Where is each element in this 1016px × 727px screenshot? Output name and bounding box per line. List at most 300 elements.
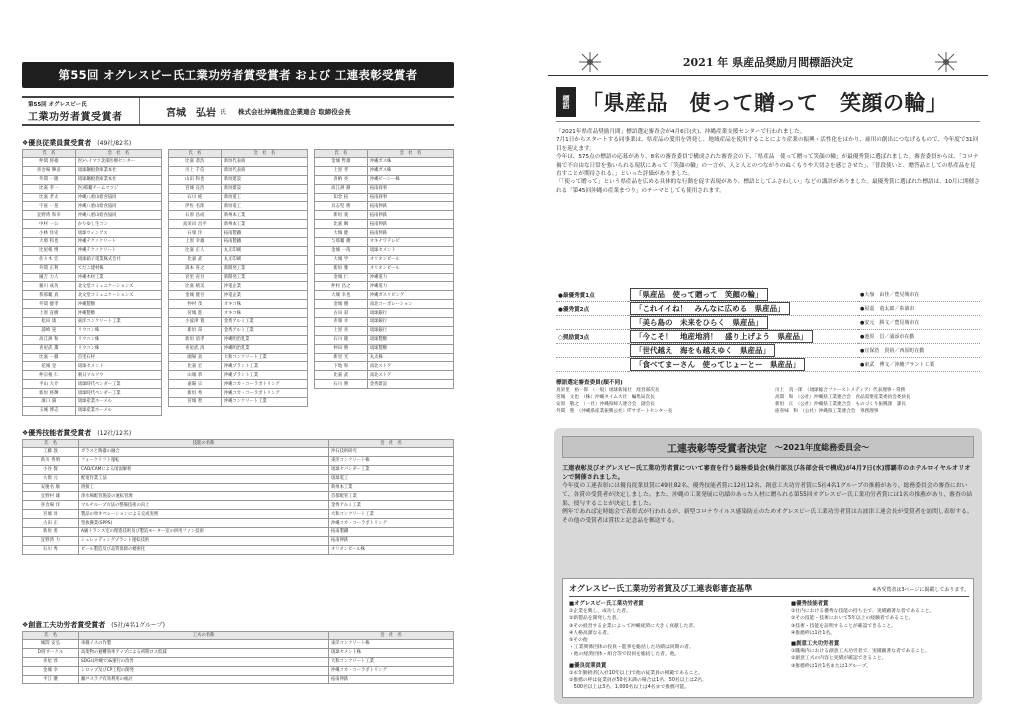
value-cell: 琉球セパンダー工業 — [329, 465, 454, 474]
name-cell: 上原 直樹 — [23, 309, 76, 318]
value-cell: 東洋コンクリート工業 — [75, 318, 161, 327]
value-cell: 新垣建設 — [221, 175, 307, 184]
table-row — [315, 326, 454, 335]
value-cell: 琉球銀行 — [367, 318, 453, 327]
value-cell: 新州本工業 — [221, 220, 307, 229]
name-cell: 金城 一哉 — [315, 246, 368, 255]
name-cell: 真栄田 昌平 — [169, 220, 222, 229]
award-company: 株式会社沖縄物産企業連合 取締役会長 — [238, 107, 351, 116]
table-header-cell: 氏 名 — [23, 150, 76, 158]
value-cell: 拓南商事 — [367, 184, 453, 193]
prize-work-cell — [628, 344, 858, 358]
name-cell: 外間 健孝 — [23, 300, 76, 309]
prize-work-cell — [628, 330, 858, 344]
value-cell: 沖縄木材工業 — [75, 273, 161, 282]
table-row — [169, 398, 308, 407]
value-cell: 拓南伸鉄 — [367, 211, 453, 220]
criteria-item: ①職場内における創意工夫功労者で、実績顕著な者であること。 — [791, 649, 930, 655]
value-cell: 沖縄明治乳業 — [221, 344, 307, 353]
prize-author: ●宜保浩 貴裕／西原町在勤 — [858, 344, 980, 358]
name-cell: 川上 千信 — [169, 166, 222, 175]
table-row — [169, 184, 308, 193]
slogan-row — [556, 82, 980, 122]
value-cell: 金秀アルミ工業 — [221, 318, 307, 327]
criteria-item: ②推薦の枠は従業員が50名未満の場合は1名、50名以上は2名、 — [569, 678, 707, 684]
name-cell: 知念 拓 — [315, 193, 368, 202]
value-cell: 沖縄八重山給食協同 — [75, 202, 161, 211]
section-heading-text: ❖創意工夫功労者賞受賞者 — [22, 621, 106, 629]
name-cell: 上原 孝 — [315, 166, 368, 175]
table-row — [169, 273, 308, 282]
table-row — [169, 255, 308, 264]
intro-line: 今年は、575点の標語の応募があり、8名の審査委員で構成された審査会の下、「県産品 使って贈って笑顔の輪」が最優秀賞に選ばれました。審査委員からは、「コロナ禍で不自由な日常を強いられる現状にあって「笑顔の輪」の一言が、人と人とのつながりのぬくもりや大切さを感じさせた」、「普段使いと、贈答品としての県産品を見直すことが期待される。」といった評価がありました。 — [556, 154, 979, 178]
value-cell: 型抜操業(SPPS) — [79, 519, 329, 528]
award-honorific: 氏 — [220, 108, 227, 116]
name-cell: 嘉陽 宗 — [169, 380, 222, 389]
judge-entry: 高間 和 （公社）沖縄県工業連合会 食品需要産業委員会委員長 — [775, 395, 911, 400]
name-cell: 上原 幸雄 — [169, 238, 222, 247]
table-row — [23, 318, 162, 327]
name-cell: 大嶺 和也 — [23, 238, 76, 247]
judge-entry: 真栄里 裕一郎 （一般）琉球新報社 経営部次長 — [556, 388, 660, 393]
name-cell: 小谷 賢 — [23, 465, 79, 474]
value-cell: 沖縄コカ・コーラボトリング — [329, 666, 454, 675]
value-cell: 配電作業工法 — [79, 474, 329, 483]
value-cell: 琉球セメント株 — [329, 648, 454, 657]
prize-row — [556, 330, 980, 344]
criteria-item: ①社内における優秀な技能の持ち主で、実績顕著な者であること。 — [791, 609, 935, 615]
prize-work: 「今こそ！ 地産地消！ 盛り上げよう 県産品」 — [630, 330, 813, 343]
table-row — [169, 362, 308, 371]
table-row — [23, 519, 454, 528]
value-cell: 琉球銀行 — [367, 326, 453, 335]
value-cell: 医)那覇チームツツジ — [75, 184, 161, 193]
name-cell: 比嘉 一徹 — [23, 353, 76, 362]
value-cell: 拓南伸鉄 — [367, 220, 453, 229]
table-row — [23, 300, 162, 309]
table-row — [23, 536, 454, 545]
name-cell: 宜野湾 力 — [23, 536, 79, 545]
table-row — [169, 389, 308, 398]
table-row — [23, 528, 454, 537]
name-cell: 仲村 茂 — [169, 300, 222, 309]
name-cell: 具志堅 勝 — [315, 202, 368, 211]
value-cell: 大和コンクリート工業 — [221, 353, 307, 362]
section-excellent-employees-heading — [22, 138, 131, 148]
name-cell: 宮城 良治 — [169, 184, 222, 193]
name-cell: 新垣 昂 — [169, 326, 222, 335]
value-cell: 沖縄コカ・コーラボトリング — [221, 380, 307, 389]
prize-author: ●大嶺 由佳／豊見城市在 — [858, 288, 980, 302]
name-cell: 伊佐 名郎 — [169, 202, 222, 211]
prize-label: ○奨励賞3点 — [556, 330, 628, 344]
value-cell: オリオンビール — [367, 264, 453, 273]
name-cell: 比嘉 瞬 — [315, 220, 368, 229]
table-header-cell: 工夫の名称 — [79, 632, 329, 640]
value-cell: 高架物の避難効率アップによる初期ロス低減 — [79, 648, 329, 657]
name-cell: 工藤 敦 — [23, 448, 79, 457]
criteria-item: ④推薦枠は1社1名。 — [791, 630, 835, 636]
decision-paragraph: 例年であれば定時総会で表彰式が行われるが、新型コロナウイルス感染防止のためオグレスビー氏工業功労者賞は古波津工連会長が受賞者を訪問し表彰する。その他の受賞者は賞状と記念品を郵送する。 — [562, 509, 973, 524]
value-cell: オリオンビール株 — [329, 545, 454, 554]
name-cell: 与那覇 優 — [315, 238, 368, 247]
criteria-heading: ■創意工夫功労者賞 — [791, 641, 840, 648]
value-cell: 首都配管工業 — [329, 492, 454, 501]
name-cell: 大城 学 — [315, 255, 368, 264]
prize-row — [556, 302, 980, 316]
right-page — [548, 48, 988, 708]
value-cell: 沖縄明治乳業 — [221, 335, 307, 344]
name-cell: 比嘉 正人 — [169, 246, 222, 255]
table-row — [169, 318, 308, 327]
value-cell: 沖縄製糖 — [75, 309, 161, 318]
prize-work-cell — [628, 302, 858, 316]
name-cell: 小波津 寛 — [169, 318, 222, 327]
prize-row — [556, 358, 980, 372]
value-cell: 新垣電工 — [221, 202, 307, 211]
value-cell: 沖縄ガス株 — [367, 166, 453, 175]
criteria-item: ・他の経済団体・組合等で役員を総括した者。他。 — [569, 652, 680, 658]
table-row — [23, 666, 454, 675]
value-cell: マルチループ方法の整備技術の向上 — [79, 501, 329, 510]
name-cell: 濱口 満 — [23, 398, 76, 407]
table-header-cell: 会 社 名 — [329, 440, 454, 448]
table-row — [315, 291, 454, 300]
table-row — [23, 309, 162, 318]
value-cell: かりゆし生コン — [75, 220, 161, 229]
prize-author: ●池原 昌／浦添市在勤 — [858, 330, 980, 344]
name-cell: 宮城 智 — [169, 398, 222, 407]
table-row — [315, 309, 454, 318]
prize-label — [556, 358, 628, 372]
value-cell: 南北ストア — [367, 362, 453, 371]
value-cell: 琉球鋼板倉庫業本社 — [75, 175, 161, 184]
award-decision-header — [562, 436, 974, 458]
table-row — [169, 193, 308, 202]
name-cell: 外間 正利 — [23, 264, 76, 273]
name-cell: 高江洲 和 — [23, 335, 76, 344]
table-row — [23, 353, 162, 362]
criteria-item: ③その経営する企業によって沖縄経済に大きく貢献した者。 — [569, 623, 699, 629]
value-cell: 拓南伸鉄 — [329, 675, 454, 684]
section-heading-text: ❖優秀技能者賞受賞者 — [22, 429, 92, 437]
value-cell: 琉球製糖 — [367, 344, 453, 353]
name-cell: 我那覇 真 — [23, 291, 76, 300]
value-cell: シロップ及びCP工程の開発 — [79, 666, 329, 675]
value-cell: 製品の単オペレーションによる完成実務 — [79, 510, 329, 519]
table-row — [315, 229, 454, 238]
table-row — [315, 300, 454, 309]
value-cell: 丸太株 — [367, 353, 453, 362]
name-cell: 中村 一公 — [23, 220, 76, 229]
name-cell: 金城 健吾 — [169, 291, 222, 300]
table-row — [23, 326, 162, 335]
name-cell: 石川 隆 — [315, 335, 368, 344]
table-row — [315, 255, 454, 264]
value-cell: 沖縄八重山給食協同 — [75, 211, 161, 220]
name-cell: 金城 哲雄 — [315, 158, 368, 167]
table-row — [315, 166, 454, 175]
right-header — [548, 48, 988, 76]
prize-work: 「美ら島の 未来をひらく 県産品」 — [630, 316, 768, 329]
value-cell: 琉球セメント — [75, 362, 161, 371]
value-cell: 琉球セメント — [367, 246, 453, 255]
value-cell: 琉球鋼板倉庫業本社 — [75, 166, 161, 175]
table-row — [23, 291, 162, 300]
prize-table — [556, 288, 980, 372]
name-cell: 仲間 将徳 — [23, 158, 76, 167]
value-cell: オリオンビール — [367, 255, 453, 264]
prize-author: ●東武 博文／沖縄プラント工業 — [858, 358, 980, 372]
value-cell: 沖縄プラント工業 — [221, 362, 307, 371]
prize-row — [556, 316, 980, 330]
name-cell: 喜屋 淳 — [23, 657, 79, 666]
intro-line: 「「使って贈って」という県産品を広める具体的な行動を促す表現があり、標語としてふさわしい」などの講評がありました。最優秀賞に選ばれた標語は、10月に開催される「第45回沖縄の産業まつり」のテーマとしても使用されます。 — [556, 179, 980, 194]
table-row — [169, 344, 308, 353]
decision-title: 工連表彰等受賞者決定 — [666, 443, 767, 455]
value-cell: 沖電企業 — [221, 282, 307, 291]
prize-label: ●最優秀賞1点 — [556, 288, 628, 302]
prize-work: 「食べてまーさん 使ってじょーとー 県産品」 — [630, 358, 805, 371]
table-row — [315, 202, 454, 211]
value-cell: リウコン株 — [75, 344, 161, 353]
value-cell: 拓南商事 — [367, 193, 453, 202]
table-row — [23, 398, 162, 407]
section-count: (12社/12名) — [97, 430, 132, 437]
table-row — [23, 282, 162, 291]
judge-entry: 座喜味 和 （公社）沖縄県工業連合会 専務理事 — [775, 409, 879, 414]
judge-entry: 宮城 文也 （株）沖縄タイムス社 編集局次長 — [556, 395, 655, 400]
table-row — [169, 335, 308, 344]
section-innovation-heading — [22, 620, 165, 630]
value-cell: 東洋コンクリート株 — [329, 640, 454, 649]
value-cell: リウコン株 — [75, 335, 161, 344]
table-row — [23, 474, 454, 483]
table-header-cell: 氏 名 — [23, 632, 79, 640]
name-cell: 比嘉 武 — [169, 255, 222, 264]
table-row — [169, 282, 308, 291]
decision-subtitle: ～2021年度総務委員会～ — [774, 442, 870, 452]
table-row — [315, 335, 454, 344]
table-row — [315, 273, 454, 282]
name-cell: 喜納 亮 — [315, 175, 368, 184]
value-cell: 沖縄八重山給食協同 — [75, 193, 161, 202]
slogan-text: 「県産品 使って贈って 笑顔の輪」 — [582, 89, 948, 115]
table-row — [23, 175, 162, 184]
table-row — [23, 448, 454, 457]
table-row — [169, 264, 308, 273]
table-row — [315, 380, 454, 389]
judge-entry: 新垣 正 （公社）沖縄県工業連合会 ものづくり振興課 課長 — [775, 402, 906, 407]
name-cell: 親川 成功 — [23, 282, 76, 291]
table-row — [169, 246, 308, 255]
name-cell: 比嘉 孝太 — [23, 193, 76, 202]
name-cell: 新里 光 — [315, 353, 368, 362]
value-cell: 沖縄コンクリート工業 — [221, 398, 307, 407]
table-row — [169, 202, 308, 211]
name-cell: 外間 一隆 — [23, 175, 76, 184]
table-row — [315, 362, 454, 371]
value-cell: SDGs(沖縄で)&運行の改善 — [79, 657, 329, 666]
table-row — [23, 158, 162, 167]
value-cell: ビール製造及び品質保障の精密化 — [79, 545, 329, 554]
value-cell: 車載イスの作製 — [79, 640, 329, 649]
value-cell: 沖縄電力 — [367, 282, 453, 291]
criteria-item: ②その技能・技術において5年以上の経験者であること。 — [791, 616, 914, 622]
criteria-item: ②創意工夫の内容と実績が確認できること。 — [791, 656, 887, 662]
judge-entry: 外間 聖 （沖縄県産業振興公社）ITサポートセンター長 — [556, 409, 673, 414]
table-row — [315, 211, 454, 220]
value-cell: てだこ建材株 — [75, 264, 161, 273]
section-heading-text: ❖優良従業員賞受賞者 — [22, 139, 92, 147]
table-row — [169, 166, 308, 175]
award-recipient: 宮城 弘岩 — [166, 107, 216, 119]
name-cell: 高江洲 徹 — [315, 184, 368, 193]
value-cell: 沖縄テクノクリート — [75, 238, 161, 247]
name-cell: 山田 和也 — [169, 175, 222, 184]
name-cell: 仲田 勝 — [315, 344, 368, 353]
name-cell: 喜舎場 洋 — [23, 501, 79, 510]
value-cell: 琉球ウィングス — [75, 229, 161, 238]
value-cell: 琉球製糖 — [367, 335, 453, 344]
table-row — [169, 229, 308, 238]
value-cell: 金秀建設 — [367, 380, 453, 389]
intro-paragraph — [556, 128, 980, 195]
value-cell: シュレッディングプラント運転技術 — [79, 536, 329, 545]
value-cell: 浄水場配管施設の運転管理 — [79, 492, 329, 501]
value-cell: 新開発工業 — [221, 264, 307, 273]
value-cell: リウコン株 — [75, 326, 161, 335]
value-cell: A級トランス室の理進技術及び製造モーター室の併用ファン技術 — [79, 528, 329, 537]
criteria-item: ・工業関係団体の役員・監事を総括した功績は同期の者。 — [569, 645, 694, 651]
section-skilled-workers-heading — [22, 428, 131, 438]
name-cell: 比嘉 晴美 — [169, 282, 222, 291]
value-cell: 医)ヘイマツ北部医療センター — [75, 158, 161, 167]
table-row — [23, 193, 162, 202]
prize-label — [556, 344, 628, 358]
value-cell: 新州本工業 — [221, 211, 307, 220]
prize-work-cell — [628, 288, 858, 302]
table-row — [23, 406, 162, 415]
prize-author: ●屋嘉 竜太郎／糸満市 — [858, 302, 980, 316]
table-row — [315, 238, 454, 247]
name-cell: 宮城 進 — [169, 309, 222, 318]
value-cell: 北文堂コミュニケーションズ — [75, 291, 161, 300]
name-cell: 大嶺 元 — [23, 474, 79, 483]
header-title: 2021 年 県産品奨励月間標語決定 — [682, 55, 854, 69]
name-cell: 宜野村 雄 — [23, 492, 79, 501]
name-cell: 山城 恭 — [169, 371, 222, 380]
name-cell: 石川 純 — [169, 193, 222, 202]
name-cell: 上原 亮 — [315, 326, 368, 335]
table-header-row — [315, 150, 454, 158]
criteria-col-right — [791, 601, 969, 670]
award-box — [22, 96, 454, 126]
name-cell: 石嶺 洋 — [169, 229, 222, 238]
value-cell: 琉球時代ペンダー工業 — [75, 389, 161, 398]
name-cell: 新川 秀明 — [23, 456, 79, 465]
table-row — [23, 545, 454, 554]
value-cell: 朝日マルソウ — [75, 371, 161, 380]
value-cell: オキナワテレビ — [367, 238, 453, 247]
value-cell: オキコ株 — [221, 309, 307, 318]
firework-icon — [932, 50, 960, 74]
value-cell: 南北ストア — [367, 371, 453, 380]
value-cell: 丸正印刷 — [221, 246, 307, 255]
table-row — [23, 501, 454, 510]
table-row — [23, 220, 162, 229]
name-cell: 新垣 秀 — [169, 389, 222, 398]
criteria-item: ①企業を興し、成功した者。 — [569, 609, 631, 615]
name-cell: 大城 幸也 — [315, 291, 368, 300]
skilled-workers-table — [22, 439, 454, 555]
firework-icon — [576, 50, 604, 74]
table-row — [315, 353, 454, 362]
name-cell: 松田 康 — [23, 318, 76, 327]
table-row — [23, 675, 454, 684]
criteria-title: オグレスビー氏工業功労者賞及び工連表彰審査基準 — [569, 584, 753, 593]
table-row — [169, 211, 308, 220]
value-cell: 新垣代表商 — [221, 158, 307, 167]
name-cell: 新垣 将輝 — [23, 389, 76, 398]
name-cell: 嵩本 喜之 — [169, 264, 222, 273]
name-cell: 花城 登 — [23, 362, 76, 371]
table-row — [315, 193, 454, 202]
value-cell: 拓南伸鉄 — [329, 536, 454, 545]
value-cell: 沖縄製糖 — [75, 300, 161, 309]
criteria-heading: ■オグレスビー氏工業功労者賞 — [569, 601, 644, 607]
value-cell: 拓南製鐵 — [329, 528, 454, 537]
table-row — [169, 291, 308, 300]
value-cell: 沖縄電力 — [367, 273, 453, 282]
table-row — [23, 211, 162, 220]
table-row — [23, 456, 454, 465]
table-row — [315, 318, 454, 327]
main-banner: 第55回 オグレスビー氏工業功労者賞受賞者 および 工連表彰受賞者 — [22, 62, 454, 88]
name-cell: 喜舎場 輝彦 — [23, 166, 76, 175]
name-cell: 國場 真 — [169, 353, 222, 362]
name-cell: 宮城 昇 — [23, 510, 79, 519]
name-cell: 下地 和 — [315, 362, 368, 371]
value-cell: 琉球産業ホーメル — [75, 398, 161, 407]
table-row — [169, 309, 308, 318]
criteria-item: ③推薦枠は1社1名または1グループ。 — [791, 663, 871, 669]
prize-work: 「これイイね！ みんなに広める 県産品」 — [630, 302, 790, 315]
table-header-row — [23, 150, 162, 158]
name-cell: 浦崎 晃 — [23, 326, 76, 335]
name-cell: 比嘉 宏 — [169, 362, 222, 371]
criteria-heading: ■優良従業員賞 — [569, 662, 607, 669]
table-row — [23, 389, 162, 398]
criteria-item: ③技術・技能を証明することが確認できること。 — [791, 623, 897, 629]
table-row — [23, 344, 162, 353]
value-cell: 琉球時代ペンダー工業 — [75, 380, 161, 389]
value-cell: 琉球産業ホーメル — [75, 406, 161, 415]
table-header-cell: 会 社 名 — [367, 150, 453, 158]
criteria-note: ※各受賞者は3ページに掲載しております。 — [872, 587, 969, 593]
name-cell: 金城 幸 — [23, 666, 79, 675]
name-cell: 平山 大介 — [23, 380, 76, 389]
criteria-item: ①永年勤続者(入社10年以上)で他の従業員の模範であること。 — [569, 670, 704, 676]
name-cell: 安慶名 敏 — [23, 483, 79, 492]
table-row — [23, 371, 162, 380]
table-row — [315, 220, 454, 229]
section-count: (5社/4名1グループ) — [111, 622, 165, 629]
name-cell: 宜野湾 和幸 — [23, 211, 76, 220]
award-title-small: 第55回 オグレスビー氏 — [28, 101, 87, 108]
value-cell: フォークリフト運転 — [79, 456, 329, 465]
decision-body — [562, 464, 974, 525]
